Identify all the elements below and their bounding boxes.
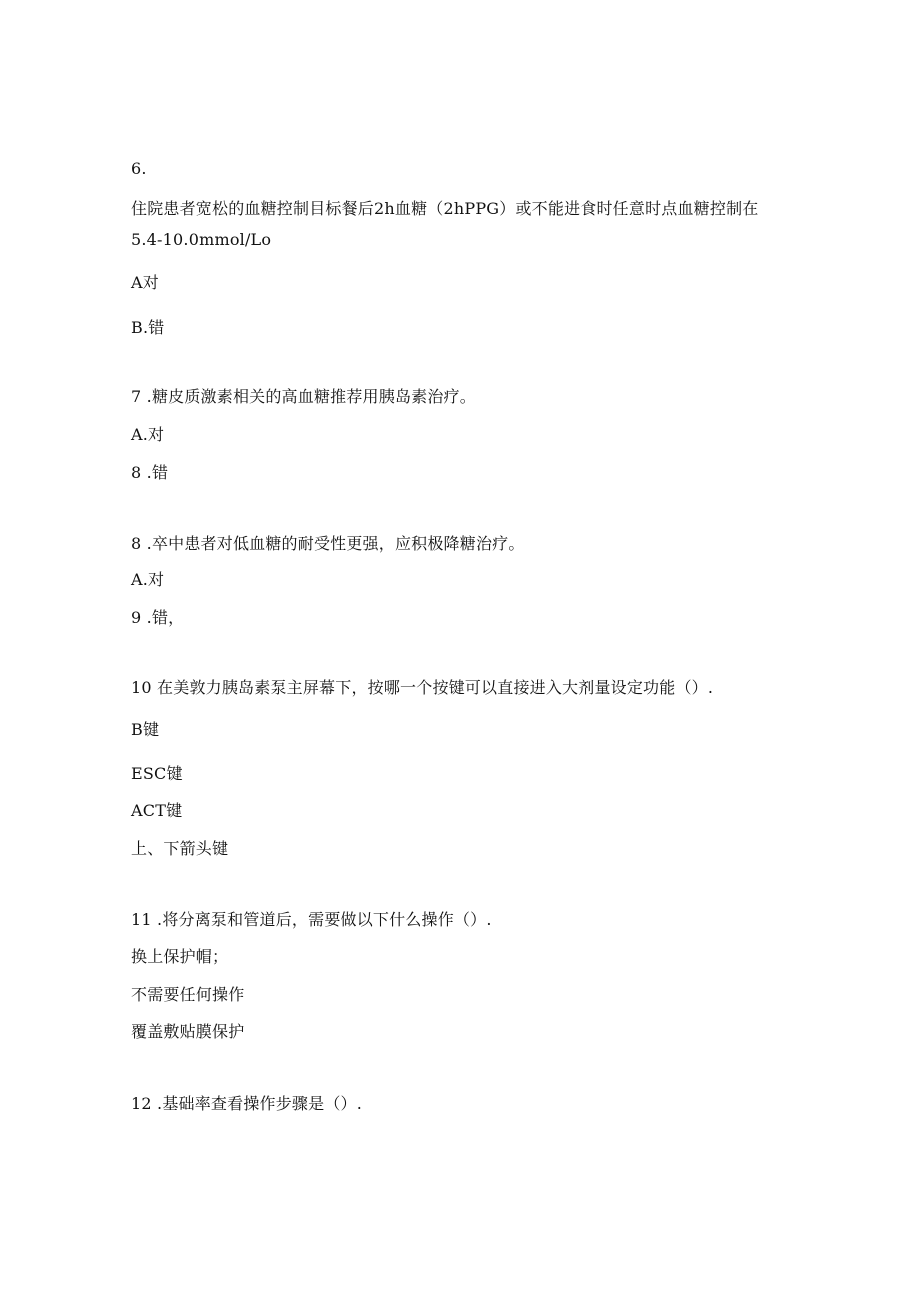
q12-text: 12 .基础率查看操作步骤是（）. <box>131 1094 363 1113</box>
q11-option-2: 不需要任何操作 <box>131 985 245 1004</box>
q11-text: 11 .将分离泵和管道后，需要做以下什么操作（）. <box>131 910 492 929</box>
q8-text: 8 .卒中患者对低血糖的耐受性更强，应积极降糖治疗。 <box>131 534 525 553</box>
q7-text: 7 .糖皮质激素相关的高血糖推荐用胰岛素治疗。 <box>131 387 476 406</box>
q6-text-line2: 5.4-10.0mmol/Lo <box>131 230 272 249</box>
q6-text-line1: 住院患者宽松的血糖控制目标餐后2h血糖（2hPPG）或不能进食时任意时点血糖控制在 <box>131 199 759 218</box>
q7-option-b: 8 .错 <box>131 463 169 482</box>
q8-option-a: A.对 <box>131 570 165 589</box>
q11-option-1: 换上保护帽； <box>131 947 229 966</box>
q10-text: 10 在美敦力胰岛素泵主屏幕下，按哪一个按键可以直接进入大剂量设定功能（）. <box>131 678 714 697</box>
q6-option-b: B.错 <box>131 318 165 337</box>
q10-option-1: B键 <box>131 720 160 739</box>
q6-option-a: A对 <box>131 273 159 292</box>
q10-option-2: ESC键 <box>131 764 183 783</box>
q10-option-3: ACT键 <box>131 801 183 820</box>
q11-option-3: 覆盖敷贴膜保护 <box>131 1022 245 1041</box>
q8-option-b: 9 .错， <box>131 608 185 627</box>
q6-number: 6. <box>131 159 147 178</box>
q7-option-a: A.对 <box>131 425 165 444</box>
q10-option-4: 上、下箭头键 <box>131 839 229 858</box>
